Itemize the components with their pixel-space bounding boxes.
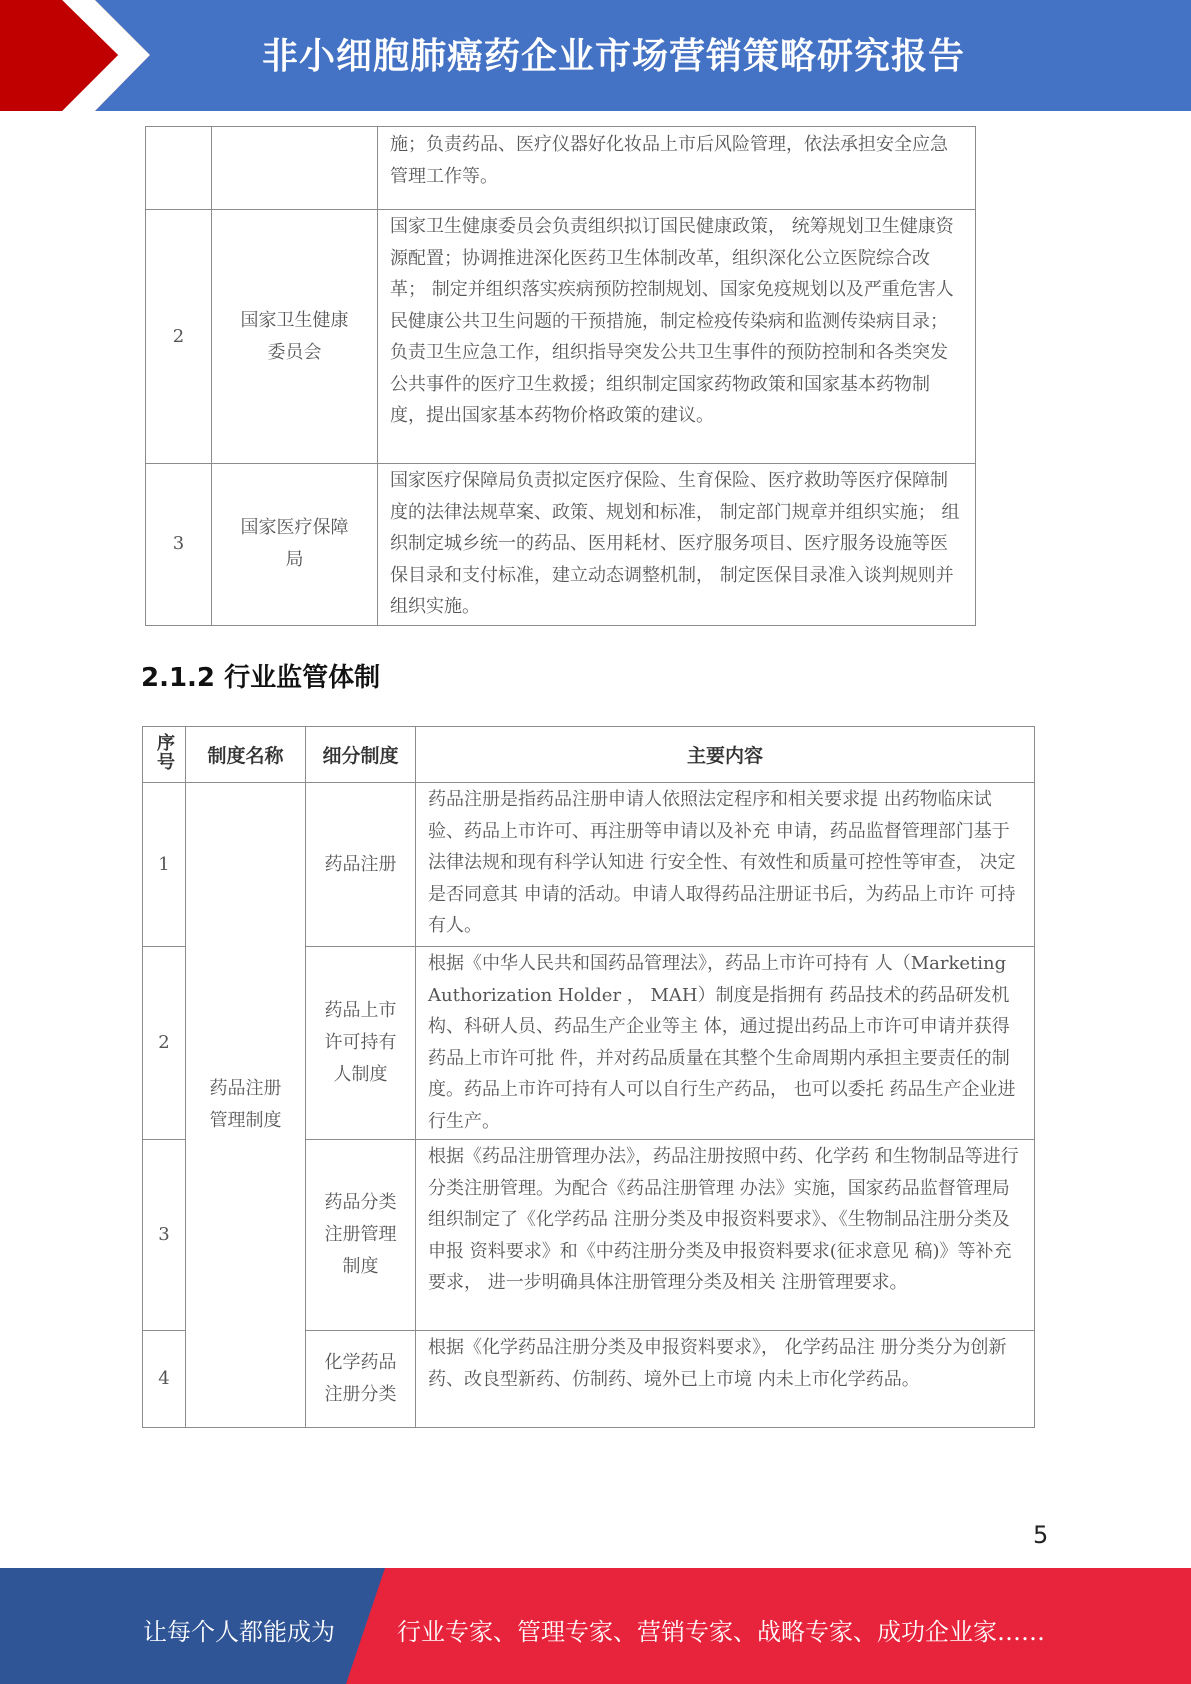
- row-number: 3: [143, 1140, 186, 1331]
- header-main-content: 主要内容: [416, 727, 1035, 783]
- regulators-table: [145, 126, 976, 626]
- header-system-name: 制度名称: [186, 727, 306, 783]
- agency-duties: 国家卫生健康委员会负责组织拟订国民健康政策， 统筹规划卫生健康资源配置；协调推进深化医药卫生体制改革，组织深化公立医院综合改革； 制定并组织落实疾病预防控制规划、国家免疫规划以及严重危害人民健康公共卫生问题的干预措施，制定检疫传染病和监测传染病目录；负责卫生应急工作，组织指导突发公共卫生事件的预防控制和各类突发公共事件的医疗卫生救援；组织制定国家药物政策和国家基本药物制度，提出国家基本药物价格政策的建议。: [378, 210, 976, 464]
- row-number: [146, 127, 212, 210]
- table-row: [146, 210, 976, 464]
- agency-duties: 施；负责药品、医疗仪器好化妆品上市后风险管理，依法承担安全应急管理工作等。: [378, 127, 976, 210]
- system-name: 药品注册管理制度: [186, 783, 306, 1428]
- header-arrow-decoration: [0, 0, 160, 111]
- agency-duties: 国家医疗保障局负责拟定医疗保险、生育保险、医疗救助等医疗保障制度的法律法规草案、政策、规划和标准， 制定部门规章并组织实施； 组织制定城乡统一的药品、医用耗材、医疗服务项目、医疗服务设施等医保目录和支付标准，建立动态调整机制， 制定医保目录准入谈判规则并组织实施。: [378, 464, 976, 626]
- agency-name: [212, 127, 378, 210]
- page-number: 5: [1033, 1521, 1049, 1549]
- main-content: 根据《化学药品注册分类及申报资料要求》， 化学药品注 册分类分为创新药、改良型新药、仿制药、境外已上市境 内未上市化学药品。: [416, 1331, 1035, 1428]
- table-row: [146, 127, 976, 210]
- agency-name: 国家卫生健康委员会: [212, 210, 378, 464]
- row-number: 3: [146, 464, 212, 626]
- header-number: 序号: [143, 727, 186, 783]
- page-footer: [0, 1568, 1191, 1684]
- row-number: 1: [143, 783, 186, 947]
- regulatory-system-table: [142, 726, 1035, 1428]
- report-title: 非小细胞肺癌药企业市场营销策略研究报告: [262, 36, 966, 77]
- main-content: 根据《中华人民共和国药品管理法》，药品上市许可持有 人（Marketing Authorization Holder ， MAH）制度是指拥有 药品技术的药品研发机构、科研人员、药品生产企业等主 体，通过提出药品上市许可申请并获得药品上市许可批 件，并对药品质量在其整个生命周期内承担主要责任的制 度。药品上市许可持有人可以自行生产药品， 也可以委托 药品生产企业进行生产。: [416, 947, 1035, 1140]
- sub-system: 药品注册: [306, 783, 416, 947]
- header-sub-system: 细分制度: [306, 727, 416, 783]
- table-row: [143, 783, 1035, 947]
- footer-slogan-right: 行业专家、管理专家、营销专家、战略专家、成功企业家……: [397, 1618, 1045, 1646]
- main-content: 根据《药品注册管理办法》，药品注册按照中药、化学药 和生物制品等进行分类注册管理。为配合《药品注册管理 办法》实施，国家药品监督管理局组织制定了《化学药品 注册分类及申报资料要求》、《生物制品注册分类及申报 资料要求》和《中药注册分类及申报资料要求(征求意见 稿)》等补充要求， 进一步明确具体注册管理分类及相关 注册管理要求。: [416, 1140, 1035, 1331]
- row-number: 2: [143, 947, 186, 1140]
- page-header: [0, 0, 1191, 111]
- agency-name: 国家医疗保障局: [212, 464, 378, 626]
- row-number: 4: [143, 1331, 186, 1428]
- row-number: 2: [146, 210, 212, 464]
- table-row: [146, 464, 976, 626]
- sub-system: 药品上市许可持有人制度: [306, 947, 416, 1140]
- table-header-row: [143, 727, 1035, 783]
- section-title: 2.1.2 行业监管体制: [141, 663, 381, 693]
- main-content: 药品注册是指药品注册申请人依照法定程序和相关要求提 出药物临床试验、药品上市许可、再注册等申请以及补充 申请，药品监督管理部门基于法律法规和现有科学认知进 行安全性、有效性和质量可控性等审查， 决定是否同意其 申请的活动。申请人取得药品注册证书后，为药品上市许 可持有人。: [416, 783, 1035, 947]
- sub-system: 化学药品注册分类: [306, 1331, 416, 1428]
- sub-system: 药品分类注册管理制度: [306, 1140, 416, 1331]
- footer-slogan-left: 让每个人都能成为: [143, 1618, 335, 1646]
